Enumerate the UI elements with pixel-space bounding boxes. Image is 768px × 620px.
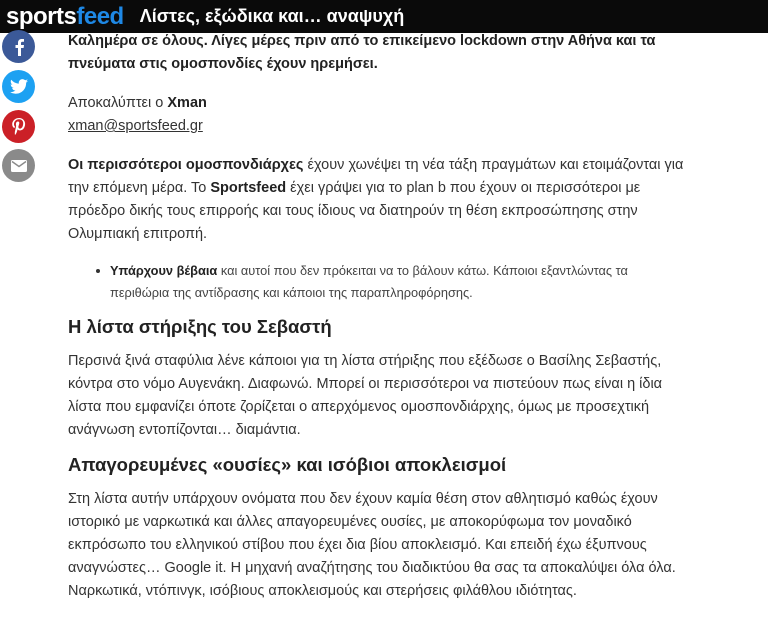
section-heading-banned-substances: Απαγορευμένες «ουσίες» και ισόβιοι αποκλεισμοί xyxy=(68,454,507,475)
paragraph-1-text-b: έχει γράψει για το plan b που έχουν οι περισσότεροι με πρόεδρο δικής τους επιρροής και τους ίδιους να διατηρούν τη θέση εκπροσώπησης στην Ολυμπιακή επιτροπή. xyxy=(68,180,641,242)
twitter-icon xyxy=(10,79,28,94)
list-item xyxy=(110,260,690,304)
sportsfeed-logo[interactable] xyxy=(6,2,124,30)
author-name: Xman xyxy=(167,95,207,111)
paragraph-1 xyxy=(68,154,690,246)
twitter-share-button[interactable] xyxy=(2,70,35,103)
email-share-button[interactable] xyxy=(2,149,35,182)
logo-feed: feed xyxy=(76,2,124,30)
paragraph-1-bold: Οι περισσότεροι ομοσπονδιάρχες xyxy=(68,157,304,173)
site-header xyxy=(0,0,768,33)
pinterest-icon xyxy=(12,118,26,136)
article-body xyxy=(68,30,690,603)
facebook-icon xyxy=(13,38,25,56)
email-icon xyxy=(11,160,27,172)
article-lead: Καλημέρα σε όλους. Λίγες μέρες πριν από το επικείμενο lockdown στην Αθήνα και τα πνεύματα στις ομοσπονδίες έχουν ηρεμήσει. xyxy=(68,33,656,72)
logo-sports: sports xyxy=(6,2,77,30)
author-line xyxy=(68,92,690,115)
facebook-share-button[interactable] xyxy=(2,30,35,63)
paragraph-2: Περσινά ξινά σταφύλια λένε κάποιοι για τη λίστα στήριξης που εξέδωσε ο Βασίλης Σεβαστής, κόντρα στο νόμο Αυγενάκη. Διαφωνώ. Μπορεί οι περισσότεροι να πιστεύουν πως είναι η ίδια λίστα που εμφανίζει όποτε ζορίζεται ο απερχόμενος ομοσπονδιάρχης, όμως με προσεχτική ανάγνωση εντοπίζονται… διαμάντια. xyxy=(68,353,663,438)
author-prefix: Αποκαλύπτει ο xyxy=(68,95,168,111)
paragraph-3: Στη λίστα αυτήν υπάρχουν ονόματα που δεν έχουν καμία θέση στον αθλητισμό καθώς έχουν ιστορικό με ναρκωτικά και άλλες απαγορευμένες ουσίες, με αποκορύφωμα τον μοναδικό εκπρόσωπο του ελληνικού στίβου που έχει δια βίου αποκλεισμό. Και επειδή έχω έξυπνους αναγνώστες… Google it. Η μηχανή αναζήτησης του διαδικτύου θα σας τα αποκαλύψει όλα όλα. Ναρκωτικά, ντόπινγκ, ισόβιους αποκλεισμούς και στερήσεις φιλάθλου ιδιότητας. xyxy=(68,491,676,599)
section-heading-support-list: Η λίστα στήριξης του Σεβαστή xyxy=(68,316,332,337)
author-email-link[interactable]: xman@sportsfeed.gr xyxy=(68,118,203,134)
author-block xyxy=(68,92,690,138)
bullet-bold: Υπάρχουν βέβαια xyxy=(110,263,218,278)
pinterest-share-button[interactable] xyxy=(2,110,35,143)
header-article-title: Λίστες, εξώδικα και… αναψυχή xyxy=(139,6,405,26)
bullet-list xyxy=(110,260,690,304)
paragraph-1-brand: Sportsfeed xyxy=(210,180,287,196)
paragraph-1-text-a: έχουν χωνέψει τη νέα τάξη πραγμάτων και ετοιμάζονται για την επόμενη μέρα. Το xyxy=(68,157,684,196)
bullet-text: και αυτοί που δεν πρόκειται να το βάλουν κάτω. Κάποιοι εξαντλώντας τα περιθώρια της αντίδρασης και κάποιοι της παραπληροφόρησης. xyxy=(110,263,628,300)
